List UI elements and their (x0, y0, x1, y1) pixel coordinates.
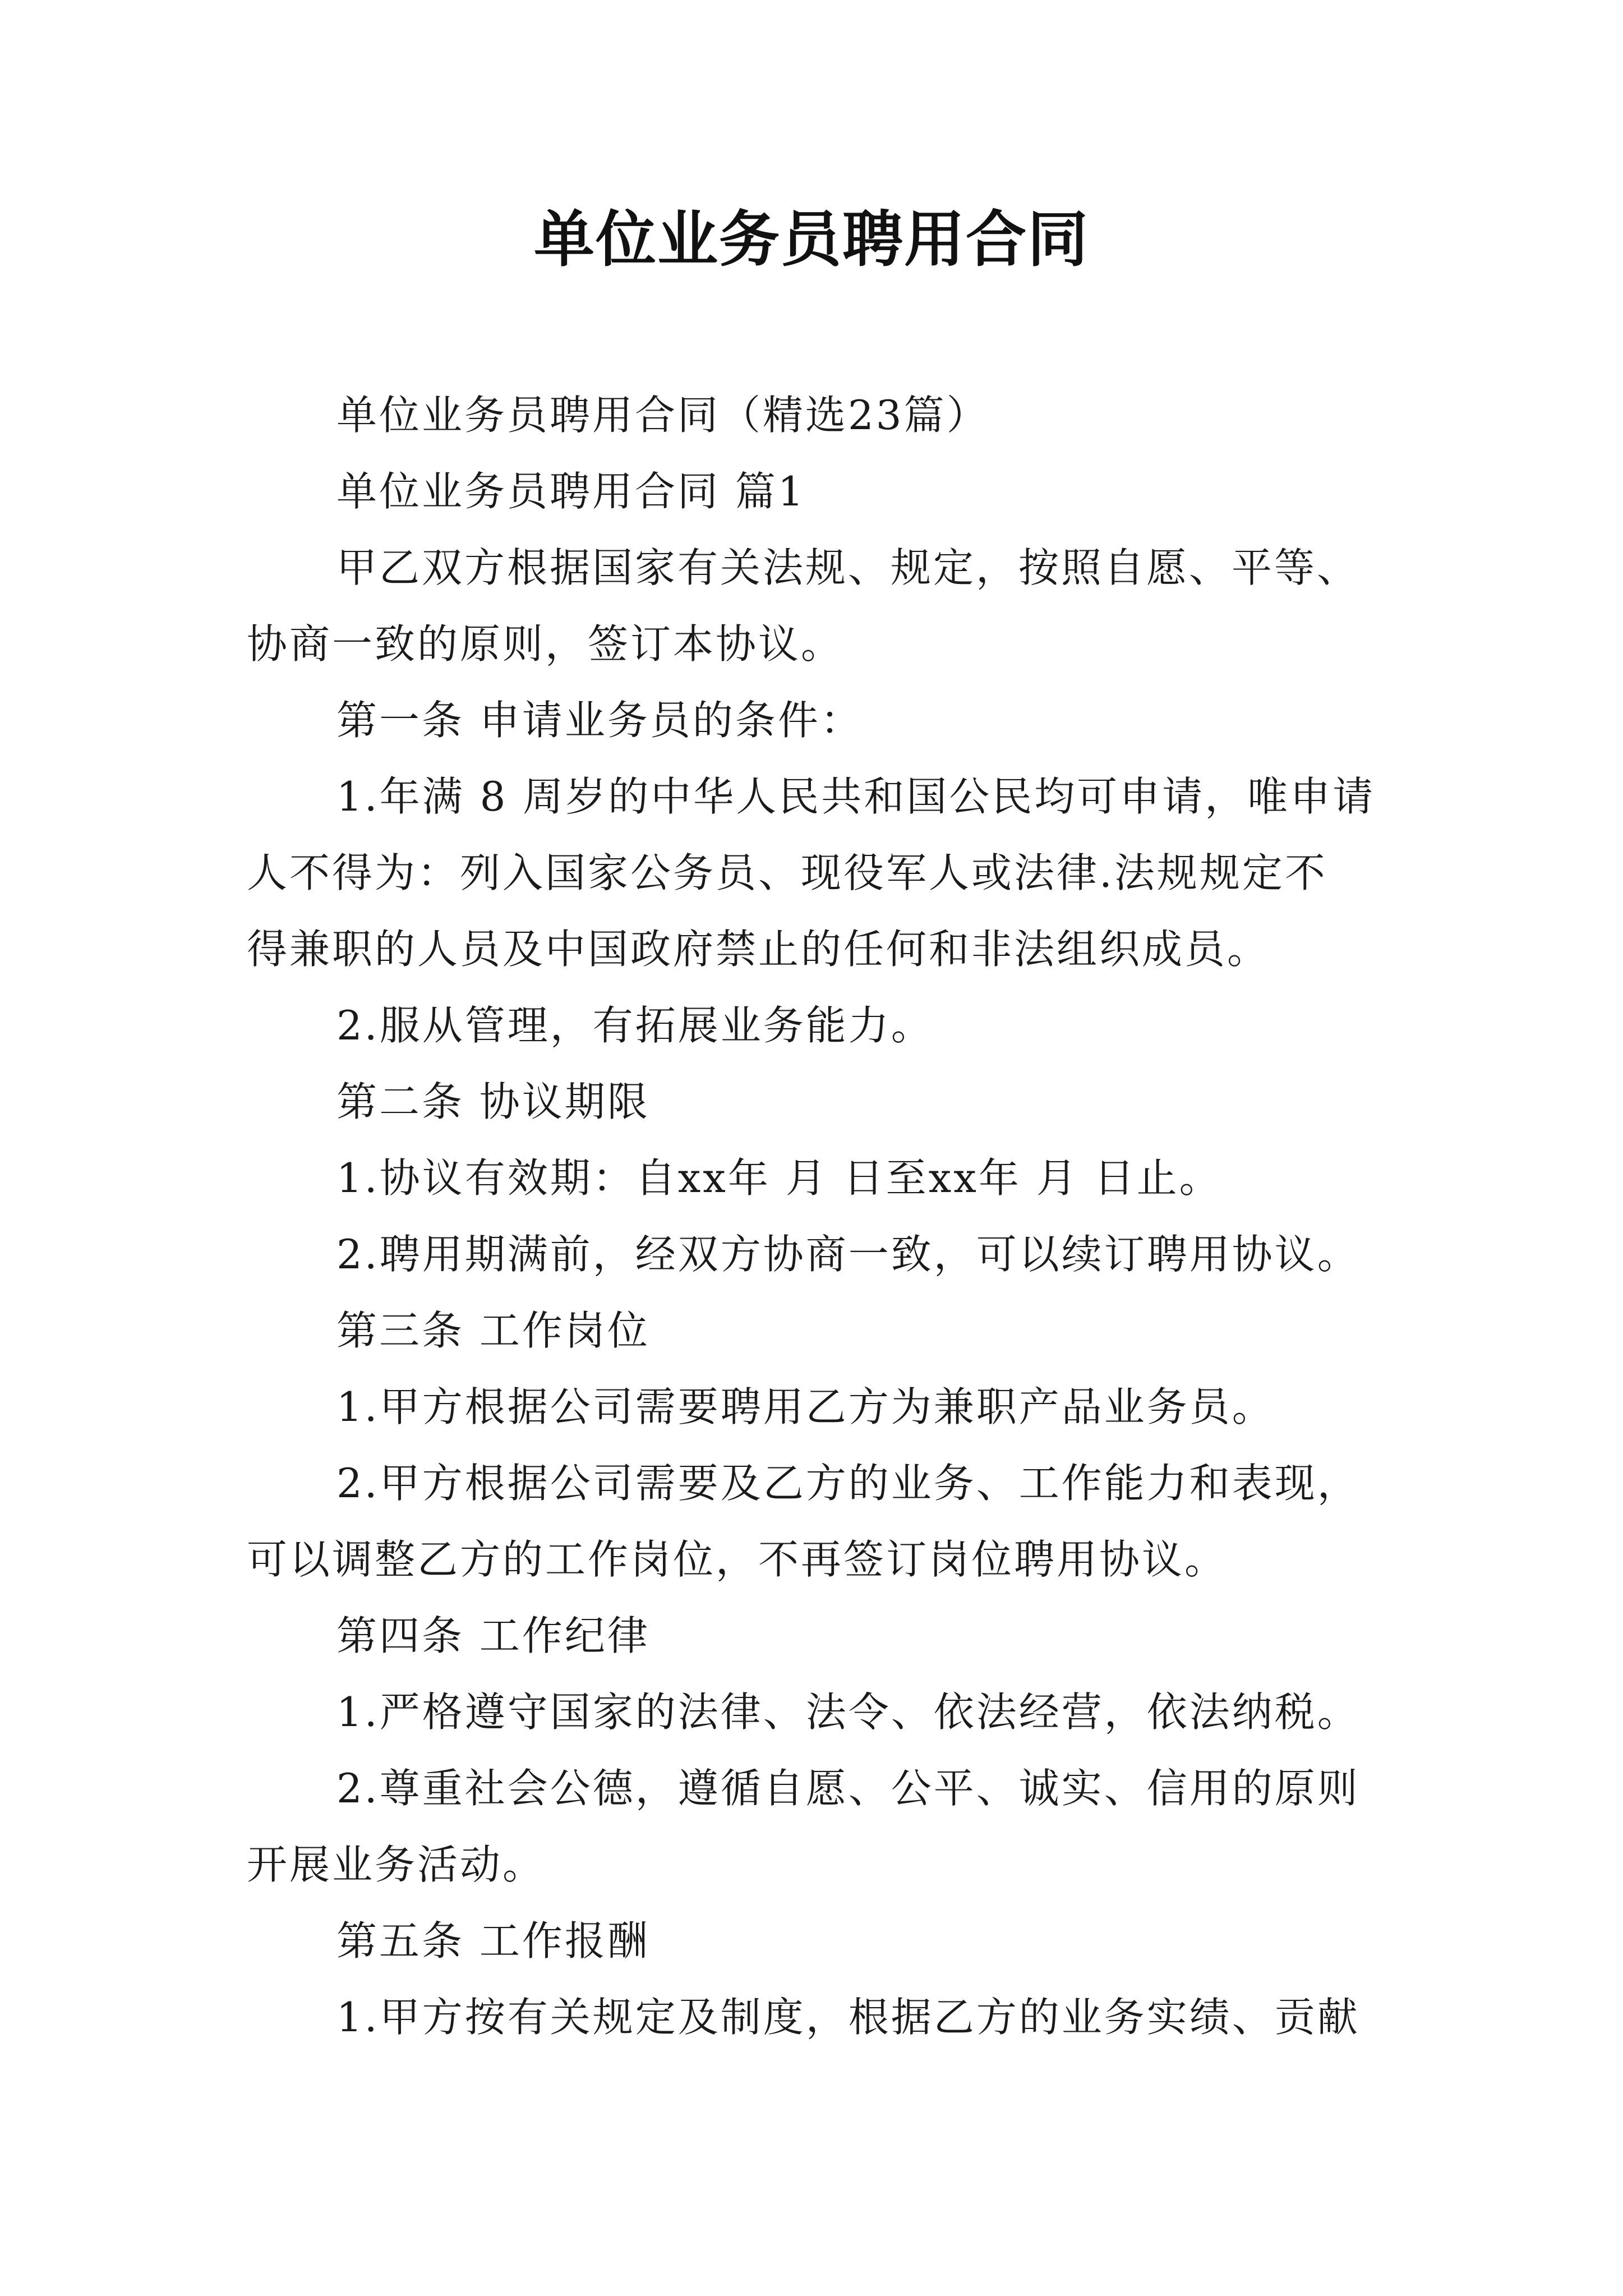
clause-heading: 第三条 工作岗位 (336, 1307, 650, 1354)
paragraph-line: 开展业务活动。 (247, 1841, 546, 1888)
paragraph-line: 2.聘用期满前，经双方协商一致，可以续订聘用协议。 (336, 1231, 1360, 1278)
paragraph-line: 1.严格遵守国家的法律、法令、依法经营，依法纳税。 (336, 1688, 1360, 1736)
paragraph-line: 2.甲方根据公司需要及乙方的业务、工作能力和表现， (336, 1460, 1360, 1507)
paragraph-line: 甲乙双方根据国家有关法规、规定，按照自愿、平等、 (336, 544, 1360, 591)
paragraph-line: 1.年满 8 周岁的中华人民共和国公民均可申请，唯申请 (336, 773, 1376, 820)
paragraph-line: 2.尊重社会公德，遵循自愿、公平、诚实、信用的原则 (336, 1765, 1360, 1812)
paragraph-line: 可以调整乙方的工作岗位，不再签订岗位聘用协议。 (247, 1536, 1228, 1583)
paragraph-line: 协商一致的原则，签订本协议。 (247, 620, 844, 668)
paragraph-line: 1.甲方按有关规定及制度，根据乙方的业务实绩、贡献 (336, 1994, 1360, 2041)
paragraph-line: 2.服从管理，有拓展业务能力。 (336, 1002, 934, 1049)
paragraph-line: 1.协议有效期：自xx年 月 日至xx年 月 日止。 (336, 1154, 1222, 1202)
paragraph-line: 1.甲方根据公司需要聘用乙方为兼职产品业务员。 (336, 1383, 1275, 1430)
section-heading: 单位业务员聘用合同 篇1 (336, 468, 806, 515)
paragraph-line: 得兼职的人员及中国政府禁止的任何和非法组织成员。 (247, 926, 1270, 973)
paragraph-line: 人不得为：列入国家公务员、现役军人或法律.法规规定不 (247, 849, 1327, 896)
clause-heading: 第一条 申请业务员的条件： (336, 697, 863, 744)
clause-heading: 第四条 工作纪律 (336, 1612, 650, 1659)
clause-heading: 第二条 协议期限 (336, 1078, 650, 1125)
clause-heading: 第五条 工作报酬 (336, 1917, 650, 1964)
subtitle-line: 单位业务员聘用合同（精选23篇） (336, 392, 989, 439)
document-title: 单位业务员聘用合同 (533, 205, 1089, 275)
